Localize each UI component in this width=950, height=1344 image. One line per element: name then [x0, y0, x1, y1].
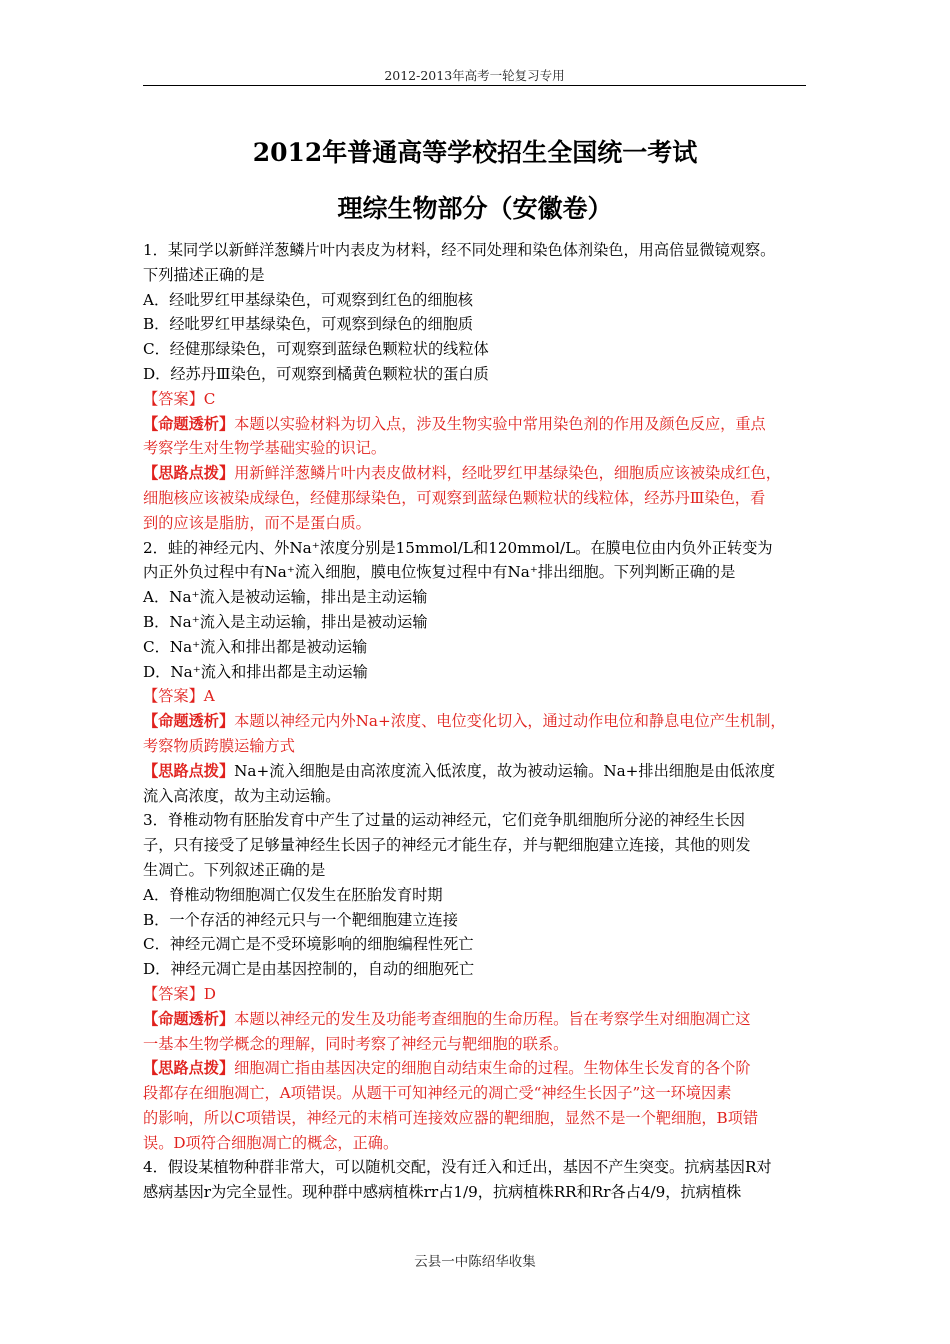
q3-hint-cont: 误。D项符合细胞凋亡的概念，正确。: [143, 1133, 399, 1152]
analysis-tag: 【命题透析】: [143, 712, 235, 731]
q1-hint: [143, 461, 818, 486]
q1-option-a: A．经吡罗红甲基绿染色，可观察到红色的细胞核: [143, 290, 473, 309]
q1-option-c: C．经健那绿染色，可观察到蓝绿色颗粒状的线粒体: [143, 340, 489, 359]
q2-answer: 【答案】A: [143, 687, 215, 706]
hint-tag: 【思路点拨】: [143, 464, 235, 483]
q3-analysis-cont: 一基本生物学概念的理解，同时考察了神经元与靶细胞的联系。: [143, 1034, 569, 1053]
q1-analysis-text: 本题以实验材料为切入点，涉及生物实验中常用染色剂的作用及颜色反应，重点: [234, 414, 766, 433]
q1-option-b: B．经吡罗红甲基绿染色，可观察到绿色的细胞质: [143, 315, 474, 334]
page-header: 2012-2013年高考一轮复习专用: [384, 68, 565, 83]
q3-hint-cont: 的影响，所以C项错误，神经元的末梢可连接效应器的靶细胞，显然不是一个靶细胞，B项错: [143, 1108, 759, 1127]
q2-hint-text: Na+流入细胞是由高浓度流入低浓度，故为被动运输。Na+排出细胞是由低浓度: [234, 761, 776, 780]
q2-hint-cont: 流入高浓度，故为主动运输。: [143, 786, 341, 805]
q1-hint-text: 用新鲜洋葱鳞片叶内表皮做材料，经吡罗红甲基绿染色，细胞质应该被染成红色，: [234, 464, 781, 483]
page-footer: 云县一中陈绍华收集: [414, 1254, 536, 1270]
q1-stem: 下列描述正确的是: [143, 265, 265, 284]
q1-answer: 【答案】C: [143, 389, 216, 408]
q1-analysis-cont: 考察学生对生物学基础实验的识记。: [143, 439, 386, 458]
q3-option-d: D．神经元凋亡是由基因控制的，自动的细胞死亡: [143, 960, 475, 979]
q1-hint-cont: 到的应该是脂肪，而不是蛋白质。: [143, 513, 371, 532]
hint-tag: 【思路点拨】: [143, 761, 235, 780]
q3-hint-text: 细胞凋亡指由基因决定的细胞自动结束生命的过程。生物体生长发育的各个阶: [234, 1059, 751, 1078]
document-body: [143, 238, 818, 1205]
q2-analysis-text: 本题以神经元内外Na+浓度、电位变化切入，通过动作电位和静息电位产生机制，: [234, 712, 786, 731]
q1-hint-cont: 细胞核应该被染成绿色，经健那绿染色，可观察到蓝绿色颗粒状的线粒体，经苏丹Ⅲ染色，看: [143, 488, 766, 507]
q1-analysis: [143, 412, 818, 437]
q3-hint-cont: 段都存在细胞凋亡，A项错误。从题干可知神经元的凋亡受“神经生长因子”这一环境因素: [143, 1084, 732, 1103]
q3-option-a: A．脊椎动物细胞凋亡仅发生在胚胎发育时期: [143, 885, 443, 904]
header-rule: [143, 85, 806, 86]
hint-tag: 【思路点拨】: [143, 1059, 235, 1078]
q4-stem: 4．假设某植物种群非常大，可以随机交配，没有迁入和迁出，基因不产生突变。抗病基因R对: [143, 1158, 772, 1177]
q2-hint: [143, 759, 818, 784]
q3-option-b: B．一个存活的神经元只与一个靶细胞建立连接: [143, 910, 458, 929]
q2-analysis: [143, 709, 818, 734]
q3-answer: 【答案】D: [143, 984, 216, 1003]
q2-analysis-cont: 考察物质跨膜运输方式: [143, 736, 295, 755]
q2-stem: 内正外负过程中有Na⁺流入细胞，膜电位恢复过程中有Na⁺排出细胞。下列判断正确的是: [143, 563, 736, 582]
q1-option-d: D．经苏丹Ⅲ染色，可观察到橘黄色颗粒状的蛋白质: [143, 364, 489, 383]
q4-stem: 感病基因r为完全显性。现种群中感病植株rr占1/9，抗病植株RR和Rr各占4/9，抗病植株: [143, 1183, 742, 1202]
q3-analysis-text: 本题以神经元的发生及功能考查细胞的生命历程。旨在考察学生对细胞凋亡这: [234, 1009, 751, 1028]
q2-stem: 2．蛙的神经元内、外Na⁺浓度分别是15mmol/L和120mmol/L。在膜电位由内负外正转变为: [143, 538, 773, 557]
q1-stem: 1．某同学以新鲜洋葱鳞片叶内表皮为材料，经不同处理和染色体剂染色，用高倍显微镜观察。: [143, 241, 776, 259]
q3-stem: 生凋亡。下列叙述正确的是: [143, 860, 326, 879]
q2-option-a: A．Na⁺流入是被动运输，排出是主动运输: [143, 588, 428, 607]
analysis-tag: 【命题透析】: [143, 1009, 235, 1028]
q2-option-b: B．Na⁺流入是主动运输，排出是被动运输: [143, 612, 428, 631]
page-title: 2012年普通高等学校招生全国统一考试: [252, 138, 698, 167]
q3-stem: 3．脊椎动物有胚胎发育中产生了过量的运动神经元，它们竞争肌细胞所分泌的神经生长因: [143, 811, 745, 830]
q2-option-d: D．Na⁺流入和排出都是主动运输: [143, 662, 368, 681]
page-subtitle: 理综生物部分（安徽卷）: [337, 194, 613, 223]
analysis-tag: 【命题透析】: [143, 414, 235, 433]
q3-hint: [143, 1056, 818, 1081]
q3-option-c: C．神经元凋亡是不受环境影响的细胞编程性死亡: [143, 935, 474, 954]
q3-analysis: [143, 1007, 818, 1032]
q3-stem: 子，只有接受了足够量神经生长因子的神经元才能生存，并与靶细胞建立连接，其他的则发: [143, 836, 751, 855]
q2-option-c: C．Na⁺流入和排出都是被动运输: [143, 637, 368, 656]
